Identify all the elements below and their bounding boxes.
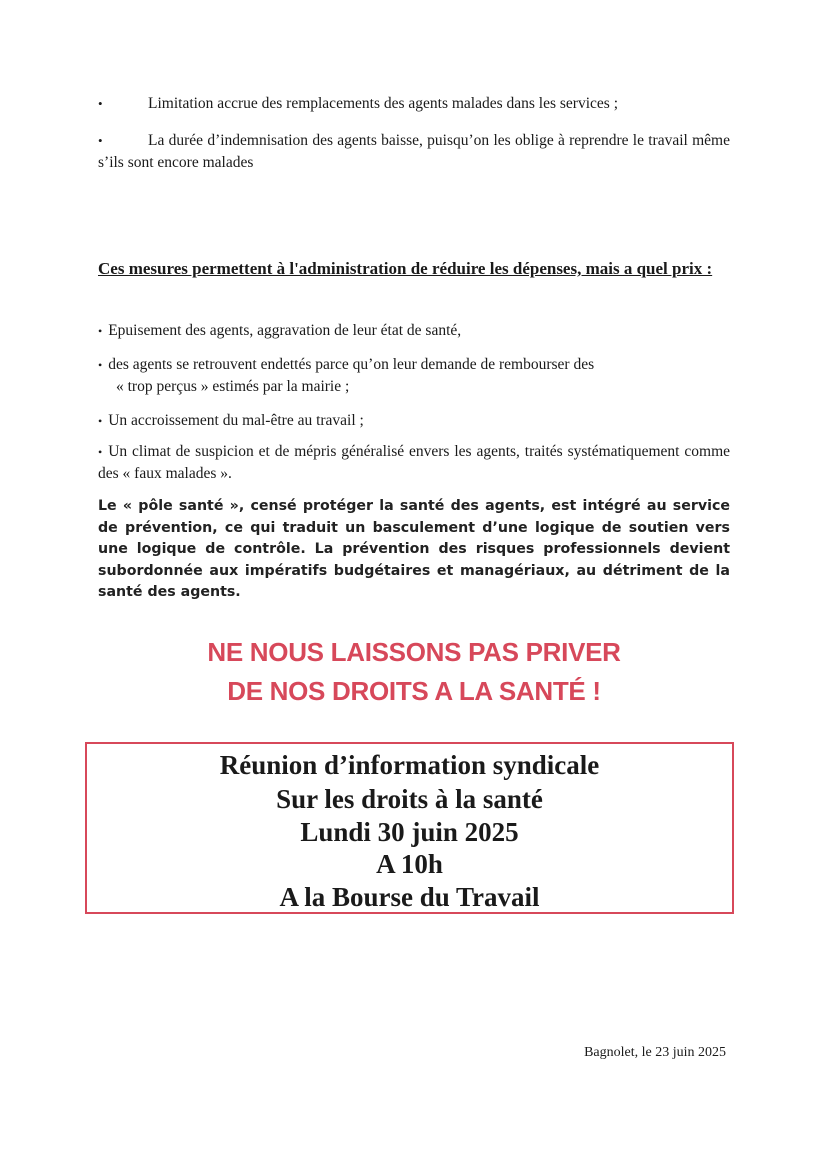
bullet: • [98,324,103,338]
slogan-line-2: DE NOS DROITS A LA SANTÉ ! [227,676,601,706]
list-item [98,130,730,174]
bullet: • [98,358,103,372]
event-place: A la Bourse du Travail [279,882,540,912]
list-item [98,93,730,115]
list-item [98,354,730,397]
list-item-text: des agents se retrouvent endettés parce qu’on leur demande de rembourser des [108,356,595,373]
body-paragraph: Le « pôle santé », censé protéger la santé des agents, est intégré au service de prévention, ce qui traduit un basculement d’une logique de soutien vers une logique de contrôle. La prévention des risques professionnels devient subordonnée aux impératifs budgétaires et managériaux, au détriment de la santé des agents. [98,498,730,600]
list-item-continuation: « trop perçus » estimés par la mairie ; [116,378,350,395]
list-item-text: La durée d’indemnisation des agents baisse, puisqu’on les oblige à reprendre le travail même s’ils sont encore malades [98,132,730,171]
signature-date: Bagnolet, le 23 juin 2025 [584,1045,726,1060]
event-announcement-box [85,742,734,914]
bullet: • [98,414,103,428]
bullet: • [98,133,103,148]
list-item-text: Epuisement des agents, aggravation de leur état de santé, [108,322,462,339]
list-item [98,441,730,484]
event-time: A 10h [376,849,443,879]
event-date: Lundi 30 juin 2025 [300,817,519,847]
list-item-text: Un accroissement du mal-être au travail ; [108,412,364,429]
event-subject: Sur les droits à la santé [276,784,543,814]
bullet: • [98,445,103,459]
event-title: Réunion d’information syndicale [219,750,600,780]
list-item-text: Limitation accrue des remplacements des agents malades dans les services ; [148,95,618,112]
section-heading: Ces mesures permettent à l'administration de réduire les dépenses, mais a quel prix : [98,259,713,278]
bullet: • [98,96,103,111]
list-item-text: Un climat de suspicion et de mépris généralisé envers les agents, traités systématiquement comme des « faux malades ». [98,443,730,482]
list-item [98,320,730,342]
slogan-line-1: NE NOUS LAISSONS PAS PRIVER [207,637,621,667]
list-item [98,410,730,432]
